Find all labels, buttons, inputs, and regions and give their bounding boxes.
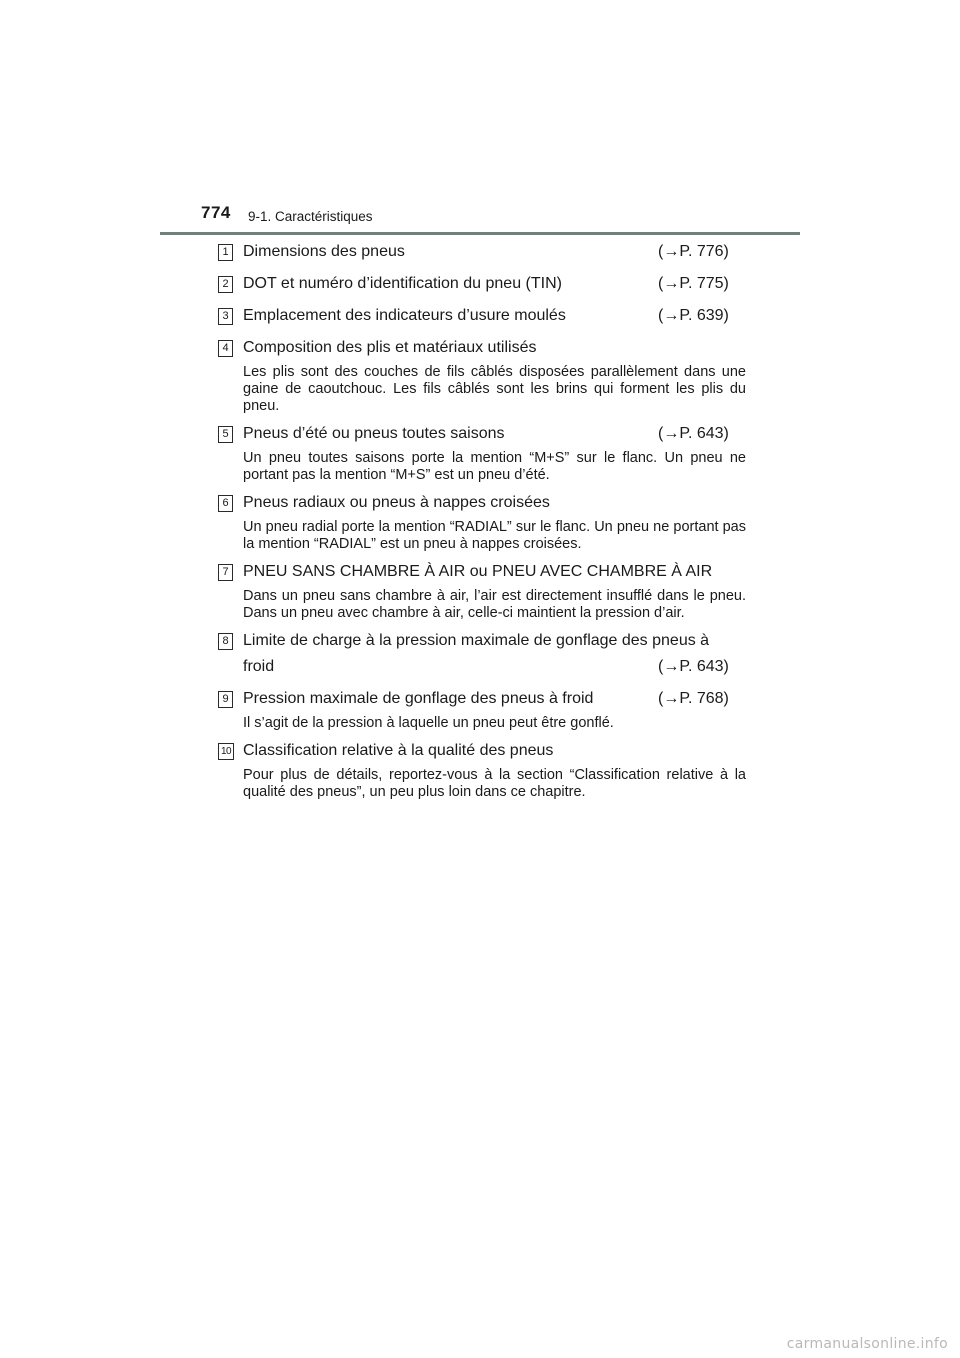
item-description: Un pneu radial porte la mention “RADIAL” sur le flanc. Un pneu ne portant pas la mention “RADIAL” est un pneu à nappes croisées. — [243, 519, 746, 552]
item-title: Emplacement des indicateurs d’usure moulés — [243, 307, 566, 324]
item-number-badge: 9 — [218, 691, 233, 708]
item-number-badge: 4 — [218, 340, 233, 357]
list-item — [218, 305, 746, 327]
item-title-continuation: froid — [243, 658, 275, 675]
item-title: Pneus radiaux ou pneus à nappes croisées — [243, 494, 550, 511]
list-item — [218, 423, 746, 484]
item-description: Les plis sont des couches de fils câblés disposées parallèlement dans une gaine de caoutchouc. Les fils câblés sont les brins qui forment les plis du pneu. — [243, 364, 746, 414]
list-item — [218, 688, 746, 732]
page-reference-link[interactable]: (→P. 643) — [658, 658, 729, 675]
item-description: Pour plus de détails, reportez-vous à la section “Classification relative à la qualité des pneus”, un peu plus loin dans ce chapitre. — [243, 767, 746, 800]
watermark: carmanualsonline.info — [786, 1336, 948, 1352]
section-title: 9-1. Caractéristiques — [248, 209, 373, 224]
item-title: Dimensions des pneus — [243, 243, 405, 260]
item-title: Composition des plis et matériaux utilisés — [243, 339, 537, 356]
list-item — [218, 241, 746, 263]
item-number-badge: 3 — [218, 308, 233, 325]
item-title: Pneus d’été ou pneus toutes saisons — [243, 425, 505, 442]
page-reference-link[interactable]: (→P. 775) — [658, 275, 729, 292]
list-item — [218, 337, 746, 415]
page-reference-link[interactable]: (→P. 768) — [658, 690, 729, 707]
page-header — [0, 0, 960, 240]
item-number-badge: 2 — [218, 276, 233, 293]
item-number-badge: 5 — [218, 426, 233, 443]
item-number-badge: 8 — [218, 633, 233, 650]
page-number: 774 — [201, 203, 231, 222]
item-number-badge: 1 — [218, 244, 233, 261]
list-item — [218, 740, 746, 801]
list-item — [218, 561, 746, 622]
item-description: Un pneu toutes saisons porte la mention “M+S” sur le flanc. Un pneu ne portant pas la mention “M+S” est un pneu d’été. — [243, 450, 746, 483]
item-number-badge: 7 — [218, 564, 233, 581]
page-reference-link[interactable]: (→P. 643) — [658, 425, 729, 442]
item-description: Dans un pneu sans chambre à air, l’air est directement insufflé dans le pneu. Dans un pneu avec chambre à air, celle-ci maintient la pression d’air. — [243, 588, 746, 621]
page-reference-link[interactable]: (→P. 776) — [658, 243, 729, 260]
item-title: DOT et numéro d’identification du pneu (TIN) — [243, 275, 562, 292]
list-item — [218, 273, 746, 295]
item-number-badge: 10 — [218, 743, 234, 760]
item-description: Il s’agit de la pression à laquelle un pneu peut être gonflé. — [243, 715, 614, 731]
header-divider — [160, 232, 800, 235]
item-number-badge: 6 — [218, 495, 233, 512]
tire-label-list — [218, 241, 746, 801]
list-item — [218, 492, 746, 553]
item-title: Limite de charge à la pression maximale de gonflage des pneus à — [243, 632, 710, 649]
item-title: PNEU SANS CHAMBRE À AIR ou PNEU AVEC CHAMBRE À AIR — [243, 563, 713, 580]
item-title: Pression maximale de gonflage des pneus à froid — [243, 690, 594, 707]
page-reference-link[interactable]: (→P. 639) — [658, 307, 729, 324]
list-item — [218, 630, 746, 678]
item-title: Classification relative à la qualité des pneus — [243, 742, 554, 759]
